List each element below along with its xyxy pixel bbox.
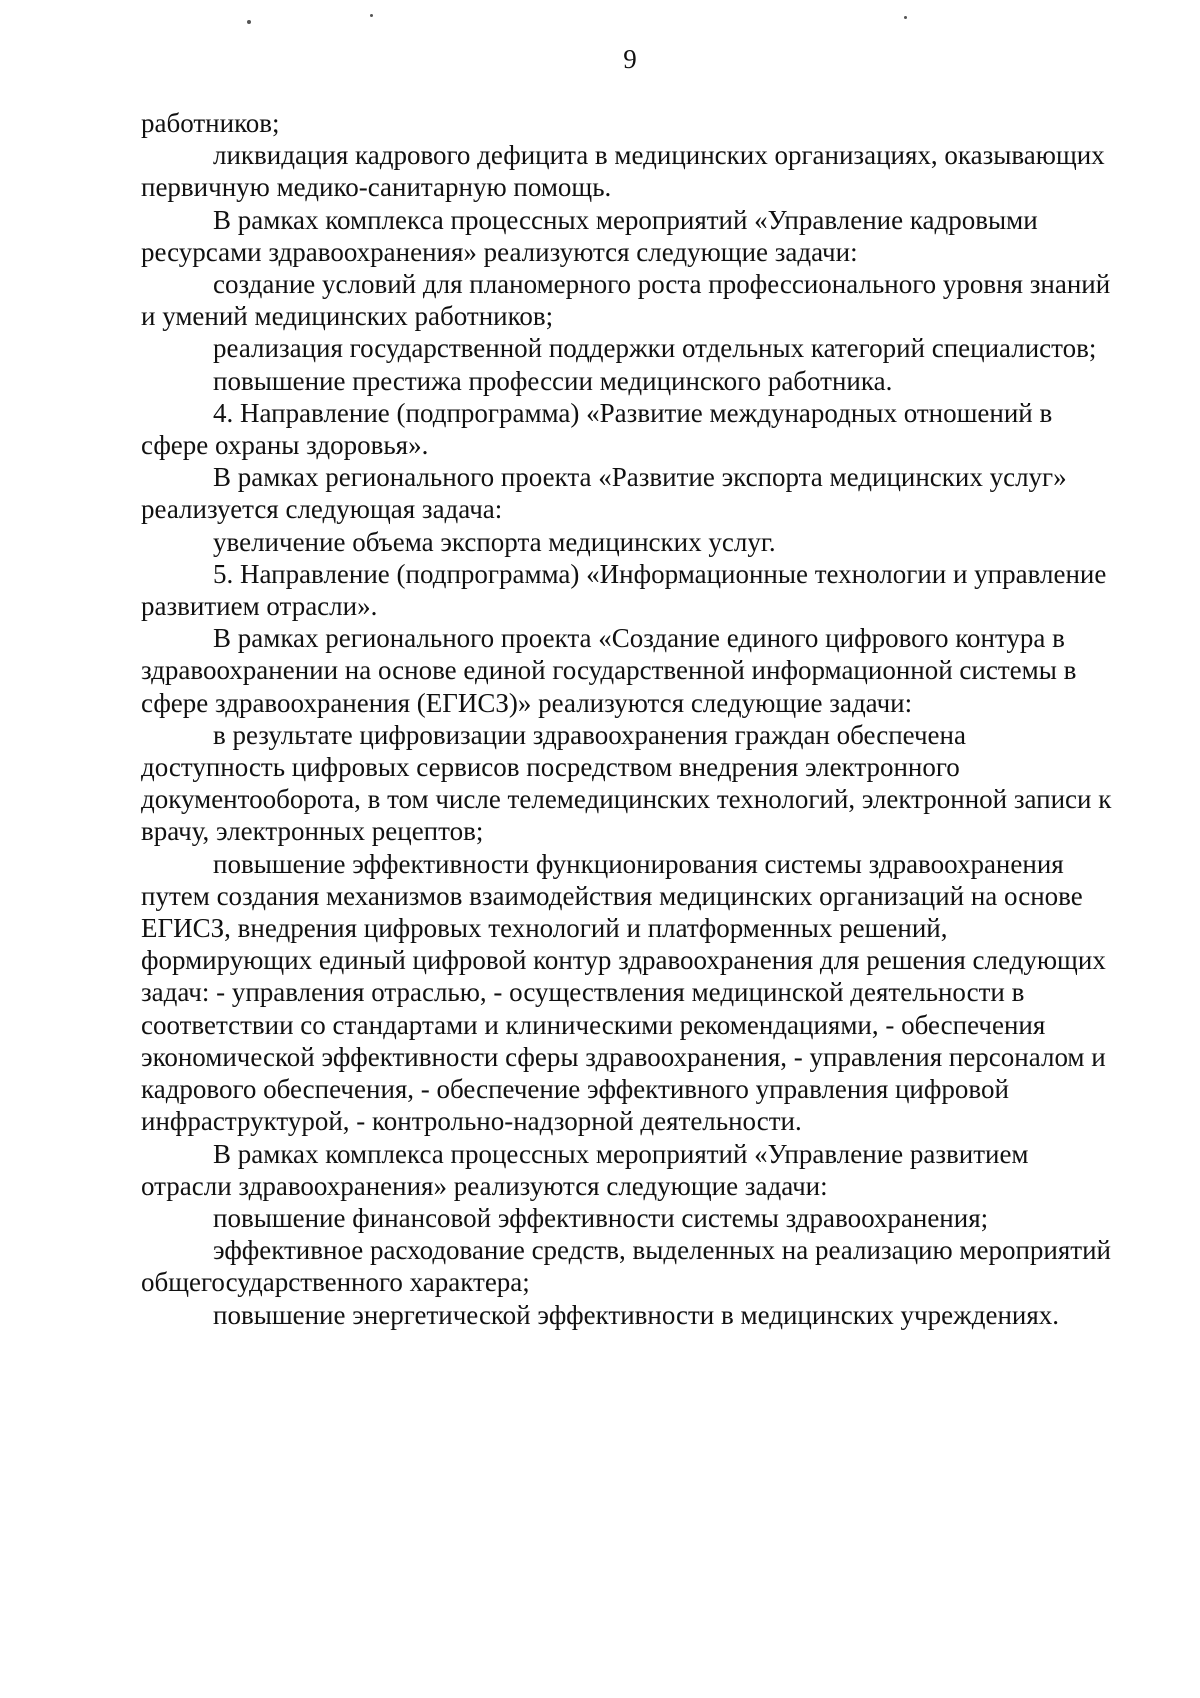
scan-artifact: [904, 16, 907, 19]
paragraph: повышение энергетической эффективности в медицинских учреждениях.: [213, 1299, 1060, 1330]
paragraph: повышение престижа профессии медицинского работника.: [213, 365, 893, 396]
paragraph: в результате цифровизации здравоохранения граждан обеспечена доступность цифровых сервисов посредством внедрения электронного документооборота, в том числе телемедицинских технологий, электронной записи к врачу, электронных рецептов;: [141, 719, 1112, 847]
paragraph: создание условий для планомерного роста профессионального уровня знаний и умений медицинских работников;: [141, 269, 1111, 332]
scan-artifact: [370, 14, 373, 17]
paragraph: В рамках регионального проекта «Создание единого цифрового контура в здравоохранении на основе единой государственной информационной системы в сфере здравоохранения (ЕГИСЗ)» реализуются следующие задачи:: [141, 623, 1077, 718]
document-body: [141, 107, 1116, 1331]
scan-artifact: [247, 20, 251, 24]
paragraph: В рамках комплекса процессных мероприятий «Управление кадровыми ресурсами здравоохранения» реализуются следующие задачи:: [141, 204, 1038, 267]
paragraph: повышение финансовой эффективности системы здравоохранения;: [213, 1202, 989, 1233]
paragraph: В рамках регионального проекта «Развитие экспорта медицинских услуг» реализуется следующая задача:: [141, 462, 1067, 525]
paragraph: реализация государственной поддержки отдельных категорий специалистов;: [213, 333, 1097, 364]
paragraph: ликвидация кадрового дефицита в медицинских организациях, оказывающих первичную медико-санитарную помощь.: [141, 140, 1105, 203]
section-heading: 5. Направление (подпрограмма) «Информационные технологии и управление развитием отрасли».: [141, 558, 1107, 622]
page-number: 9: [623, 44, 637, 74]
section-heading: 4. Направление (подпрограмма) «Развитие международных отношений в сфере охраны здоровья».: [141, 397, 1053, 461]
paragraph: повышение эффективности функционирования системы здравоохранения путем создания механизмов взаимодействия медицинских организаций на основе ЕГИСЗ, внедрения цифровых технологий и платформенных решений, формирующих единый цифровой контур здравоохранения для решения следующих задач: - управления отраслью, - осуществления медицинской деятельности в соответствии со стандартами и клиническими рекомендациями, - обеспечения экономической эффективности сферы здравоохранения, - управления персоналом и кадрового обеспечения, - обеспечение эффективного управления цифровой инфраструктурой, - контрольно-надзорной деятельности.: [141, 848, 1106, 1137]
paragraph: эффективное расходование средств, выделенных на реализацию мероприятий общегосударственного характера;: [141, 1235, 1112, 1298]
paragraph: В рамках комплекса процессных мероприятий «Управление развитием отрасли здравоохранения» реализуются следующие задачи:: [141, 1138, 1029, 1201]
paragraph: работников;: [141, 108, 280, 138]
paragraph: увеличение объема экспорта медицинских услуг.: [213, 526, 776, 557]
